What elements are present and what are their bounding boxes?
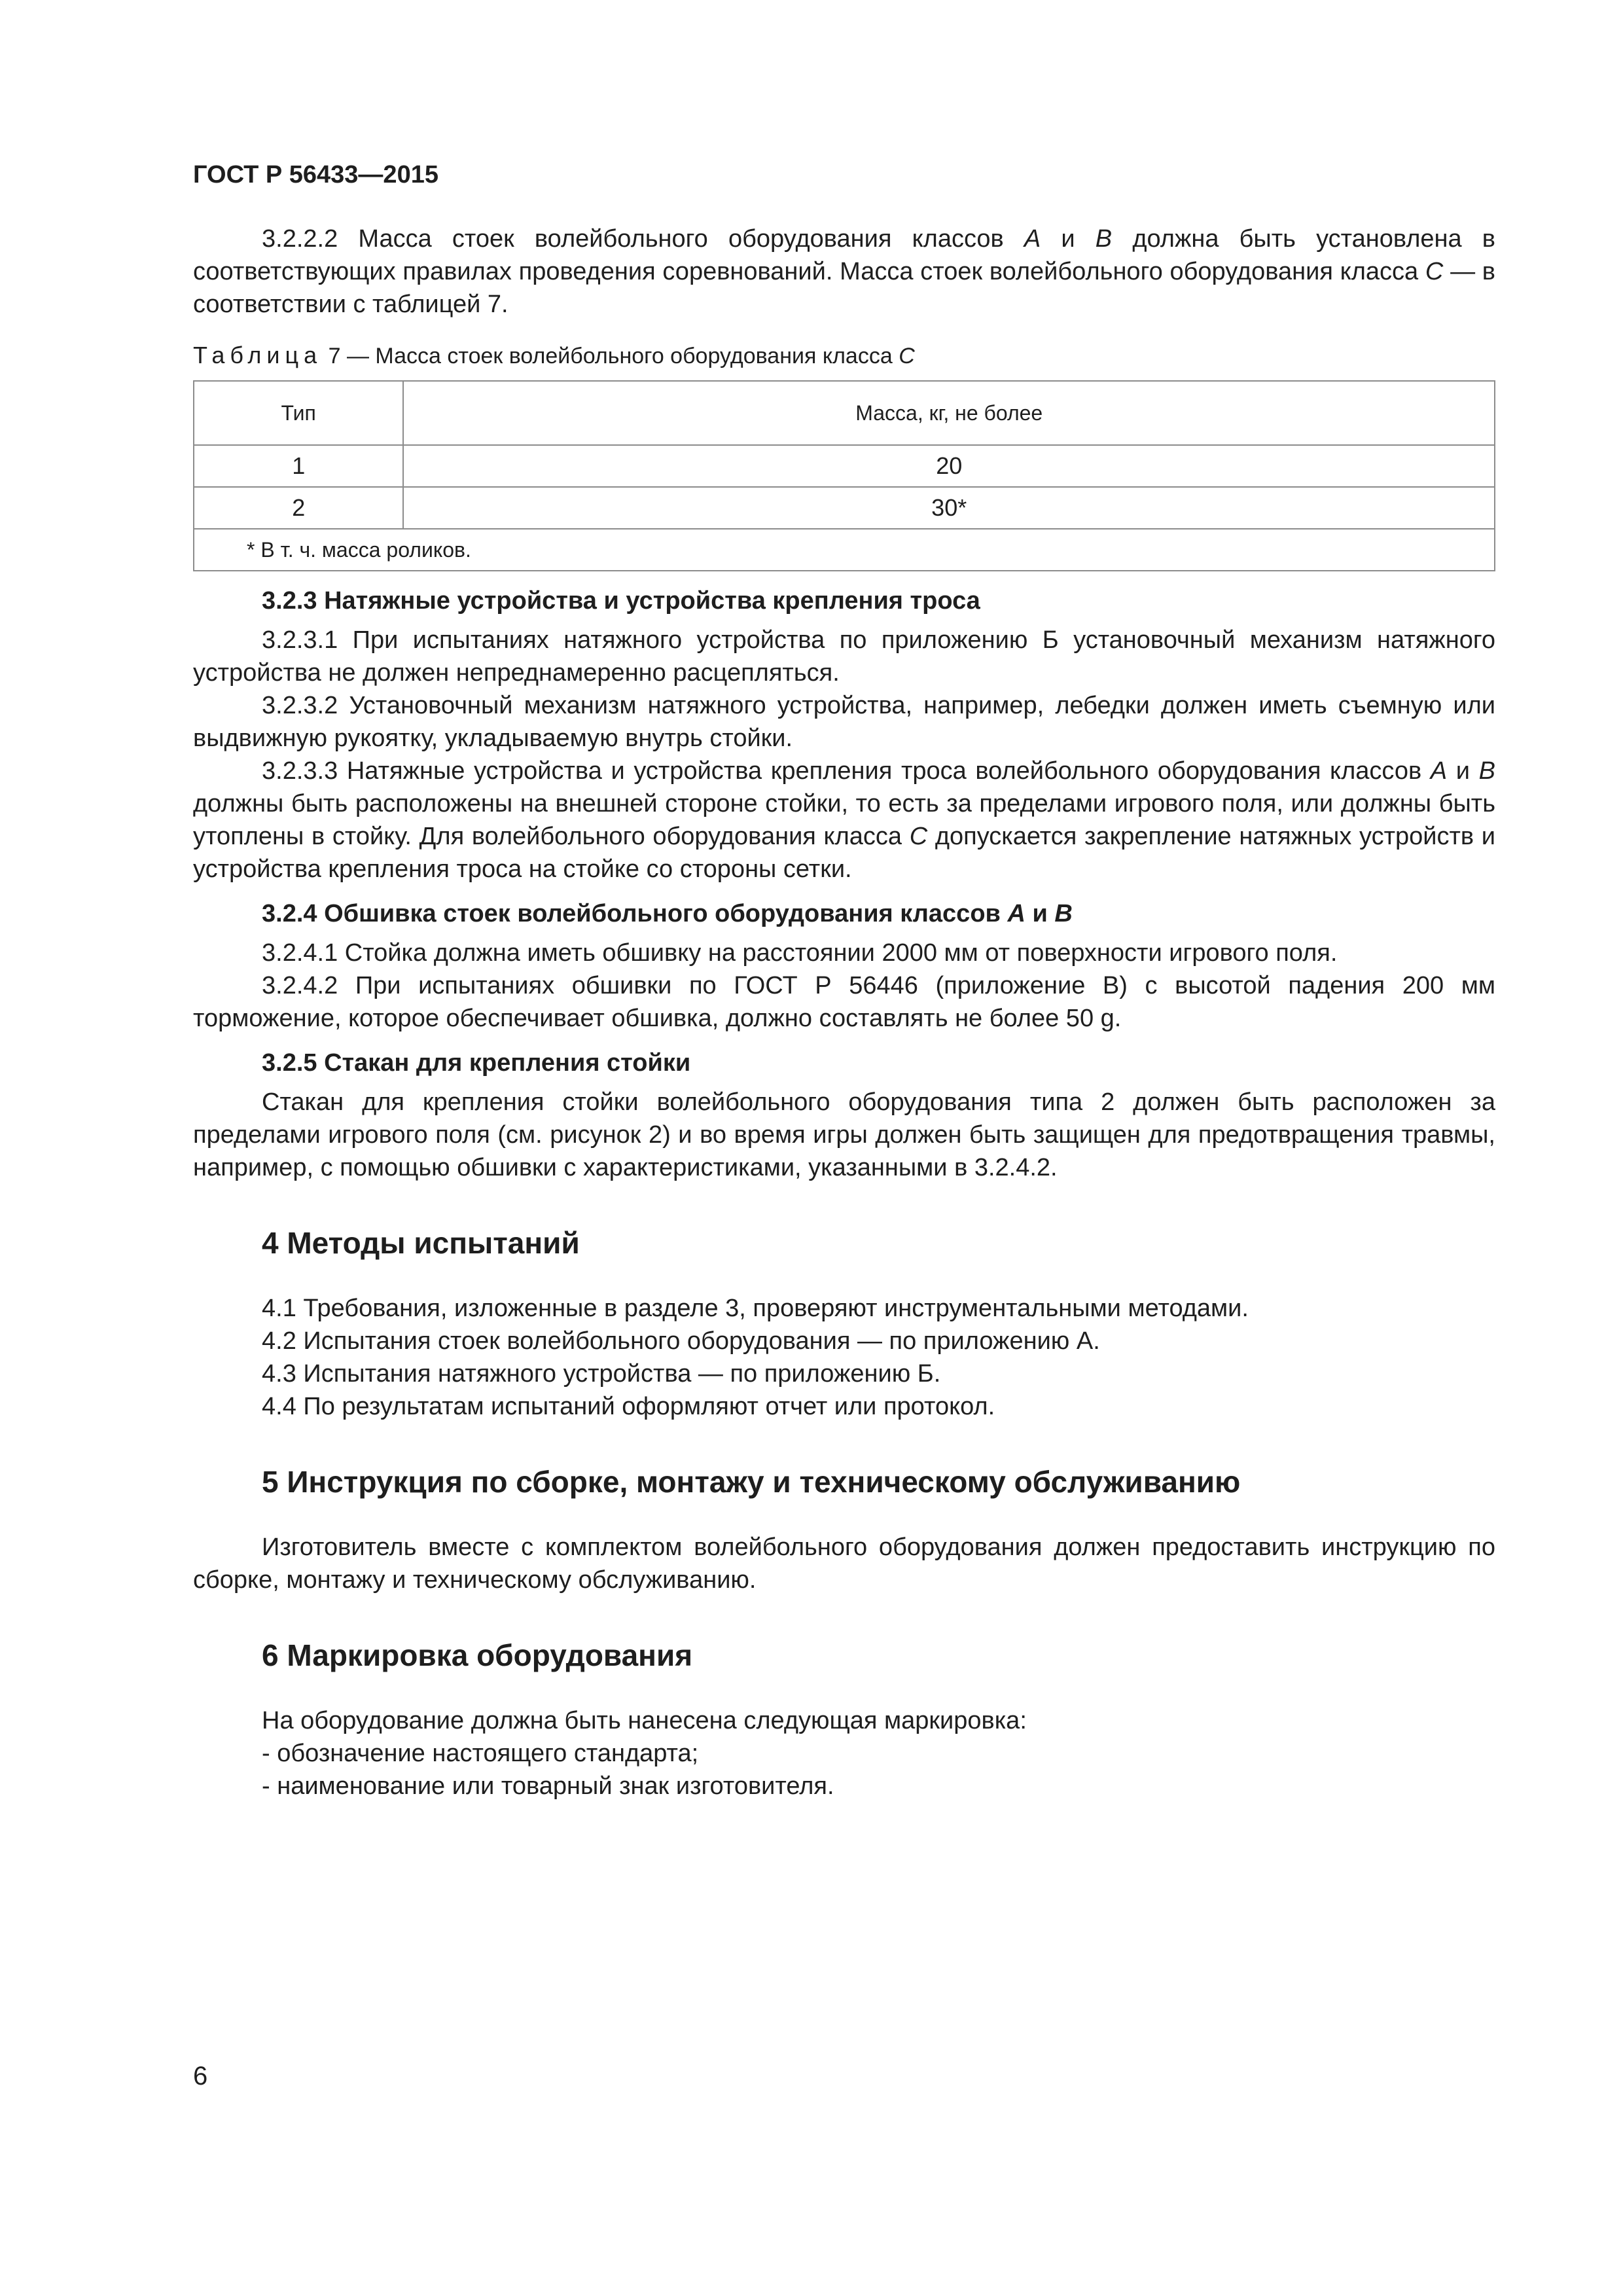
table-row — [194, 487, 1495, 529]
section-4-heading: 4 Методы испытаний — [262, 1226, 580, 1260]
table-cell-mass: 30* — [403, 487, 1495, 529]
table-cell-mass: 20 — [403, 445, 1495, 487]
heading-3-2-3: 3.2.3 Натяжные устройства и устройства крепления троса — [262, 587, 980, 615]
paragraph-3-2-4-1: 3.2.4.1 Стойка должна иметь обшивку на расстоянии 2000 мм от поверхности игрового поля. — [262, 939, 1338, 967]
document-body — [193, 223, 1495, 1803]
list-item: 4.4 По результатам испытаний оформляют отчет или протокол. — [262, 1393, 995, 1420]
list-item: 4.1 Требования, изложенные в разделе 3, проверяют инструментальными методами. — [262, 1295, 1249, 1322]
paragraph-3-2-5: Стакан для крепления стойки волейбольного оборудования типа 2 должен быть расположен за пределами игрового поля (см. рисунок 2) и во время игры должен быть защищен для предотвращения травмы, например, с помощью обшивки с характеристиками, указанными в 3.2.4.2. — [193, 1088, 1495, 1181]
table-cell-type: 2 — [194, 487, 403, 529]
section-6-heading: 6 Маркировка оборудования — [262, 1638, 693, 1672]
paragraph-3-2-3-2: 3.2.3.2 Установочный механизм натяжного устройства, например, лебедки должен иметь съемную или выдвижную рукоятку, укладываемую внутрь стойки. — [193, 692, 1495, 752]
paragraph-6: На оборудование должна быть нанесена следующая маркировка: — [262, 1707, 1027, 1734]
list-item: - обозначение настоящего стандарта; — [262, 1740, 699, 1767]
paragraph-3-2-3-3: 3.2.3.3 Натяжные устройства и устройства крепления троса волейбольного оборудования классов А и В должны быть расположены на внешней стороне стойки, то есть за пределами игрового поля, или должны быть утоплены в стойку. Для волейбольного оборудования класса С допускается закрепление натяжных устройств и устройства крепления троса на стойке со стороны сетки. — [193, 757, 1496, 883]
heading-3-2-4: 3.2.4 Обшивка стоек волейбольного оборудования классов А и В — [262, 900, 1073, 927]
table-7-caption: Таблица 7 — Масса стоек волейбольного оборудования класса С — [193, 342, 915, 368]
table-cell-type: 1 — [194, 445, 403, 487]
table-row — [194, 445, 1495, 487]
list-item: - наименование или товарный знак изготовителя. — [262, 1772, 834, 1800]
page-number: 6 — [193, 2062, 208, 2090]
paragraph-3-2-4-2: 3.2.4.2 При испытаниях обшивки по ГОСТ Р 56446 (приложение В) с высотой падения 200 мм торможение, которое обеспечивает обшивка, должно составлять не более 50 g. — [193, 972, 1495, 1032]
section-5-heading: 5 Инструкция по сборке, монтажу и техническому обслуживанию — [262, 1465, 1241, 1499]
paragraph-3-2-2-2: 3.2.2.2 Масса стоек волейбольного оборудования классов А и В должна быть установлена в соответствующих правилах проведения соревнований. Масса стоек волейбольного оборудования класса С — в соответствии с таблицей 7. — [193, 225, 1495, 318]
table-footnote: * В т. ч. масса роликов. — [194, 529, 1495, 571]
heading-3-2-5: 3.2.5 Стакан для крепления стойки — [262, 1049, 691, 1077]
table-7 — [193, 380, 1495, 571]
paragraph-5: Изготовитель вместе с комплектом волейбольного оборудования должен предоставить инструкцию по сборке, монтажу и техническому обслуживанию. — [193, 1534, 1495, 1594]
table-header-mass: Масса, кг, не более — [403, 381, 1495, 445]
paragraph-3-2-3-1: 3.2.3.1 При испытаниях натяжного устройства по приложению Б установочный механизм натяжного устройства не должен непреднамеренно расцепляться. — [193, 626, 1495, 687]
list-item: 4.3 Испытания натяжного устройства — по приложению Б. — [262, 1360, 941, 1388]
list-item: 4.2 Испытания стоек волейбольного оборудования — по приложению А. — [262, 1327, 1100, 1355]
document-header: ГОСТ Р 56433—2015 — [193, 161, 438, 188]
table-header-type: Тип — [194, 381, 403, 445]
